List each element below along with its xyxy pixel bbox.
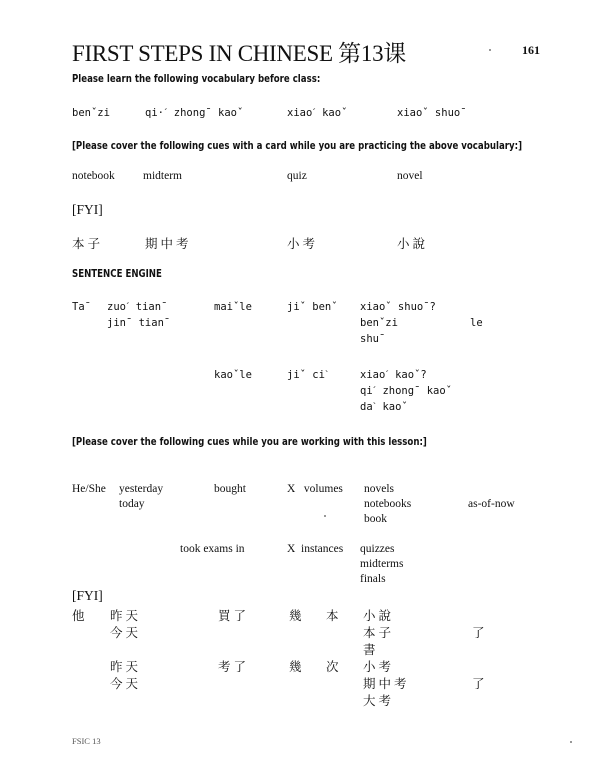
vocab-chinese-midterm: 期中考	[145, 236, 192, 251]
scan-speck	[489, 49, 491, 51]
fyi-le-1: 了	[472, 625, 488, 640]
vocab-english-midterm: midterm	[143, 170, 182, 182]
english-time-today: today	[119, 498, 145, 510]
engine-measure-volumes: jiˇ benˇ	[287, 301, 338, 313]
vocab-chinese-novel: 小說	[397, 236, 429, 251]
engine-time-today: jinˉ tianˉ	[107, 317, 171, 329]
vocab-english-notebook: notebook	[72, 170, 115, 182]
fyi-measure-times: 次	[326, 659, 342, 674]
vocab-pinyin-novel: xiaoˇ shuoˉ	[397, 107, 467, 119]
engine-object-book: shuˉ	[360, 333, 386, 345]
vocab-pinyin-notebook: benˇzi	[72, 107, 110, 119]
vocab-english-novel: novel	[397, 170, 423, 182]
english-object-book: book	[364, 513, 387, 525]
english-measure-volumes: X volumes	[287, 483, 343, 495]
vocab-chinese-quiz: 小考	[287, 236, 319, 251]
fyi-le-2: 了	[472, 676, 488, 691]
vocab-instruction: Please learn the following vocabulary before class:	[72, 73, 321, 85]
fyi-verb-bought: 買了	[218, 608, 250, 623]
scan-speck	[570, 741, 572, 743]
fyi-object-notebook: 本子	[363, 625, 395, 640]
page-footer: FSIC 13	[72, 736, 101, 746]
vocab-pinyin-quiz: xiaoˊ kaoˇ	[287, 107, 348, 119]
engine-object-novels: xiaoˇ shuoˉ?	[360, 301, 436, 313]
sentence-engine-heading: SENTENCE ENGINE	[72, 268, 162, 280]
cover-instruction-2: [Please cover the following cues while you are working with this lesson:]	[72, 436, 427, 448]
fyi-subject: 他	[72, 608, 88, 623]
engine-verb-bought: maiˇle	[214, 301, 252, 313]
fyi-label: [FYI]	[72, 588, 103, 603]
english-object-notebooks: notebooks	[364, 498, 412, 510]
fyi-verb-took-exams: 考了	[218, 659, 250, 674]
english-object-finals: finals	[360, 573, 386, 585]
fyi-measure-volume: 本	[326, 608, 342, 623]
vocab-english-quiz: quiz	[287, 170, 307, 182]
fyi-object-midterm: 期中考	[363, 676, 410, 691]
engine-object-notebooks: benˇzi	[360, 317, 398, 329]
engine-object-midterm: qiˊ zhongˉ kaoˇ	[360, 385, 452, 397]
scan-speck	[324, 515, 326, 517]
fyi-time-today: 今天	[110, 625, 142, 640]
page-number: 161	[522, 43, 540, 57]
english-subject: He/She	[72, 483, 106, 495]
english-time-yesterday: yesterday	[119, 483, 164, 495]
engine-time-yesterday: zuoˊ tianˉ	[107, 301, 168, 313]
fyi-time-yesterday-2: 昨天	[110, 659, 142, 674]
english-object-quizzes: quizzes	[360, 543, 395, 555]
page-title: FIRST STEPS IN CHINESE 第13课	[72, 41, 406, 66]
fyi-measure-how-many-2: 幾	[289, 659, 305, 674]
english-verb-took-exams: took exams in	[180, 543, 245, 555]
english-verb-bought: bought	[214, 483, 246, 495]
fyi-object-final: 大考	[363, 693, 395, 708]
cover-instruction-1: [Please cover the following cues with a card while you are practicing the above vocabulary:]	[72, 140, 523, 152]
fyi-object-book: 書	[363, 642, 379, 657]
english-object-novels: novels	[364, 483, 395, 495]
engine-measure-instances: jiˇ ciˋ	[287, 369, 329, 381]
engine-object-quiz: xiaoˊ kaoˇ?	[360, 369, 427, 381]
fyi-time-yesterday: 昨天	[110, 608, 142, 623]
fyi-time-today-2: 今天	[110, 676, 142, 691]
fyi-object-quiz: 小考	[363, 659, 395, 674]
engine-subject: Taˉ	[72, 301, 91, 313]
fyi-object-novel: 小說	[363, 608, 395, 623]
fyi-measure-how-many: 幾	[289, 608, 305, 623]
vocab-chinese-notebook: 本子	[72, 236, 104, 251]
engine-verb-took-exams: kaoˇle	[214, 369, 252, 381]
fyi-label: [FYI]	[72, 202, 103, 217]
english-object-midterms: midterms	[360, 558, 404, 570]
english-as-of-now: as-of-now	[468, 498, 515, 510]
engine-le: le	[470, 317, 483, 329]
vocab-pinyin-midterm: qi·ˊ zhongˉ kaoˇ	[145, 107, 244, 119]
english-measure-instances: X instances	[287, 543, 344, 555]
engine-object-final: daˋ kaoˇ	[360, 401, 408, 413]
